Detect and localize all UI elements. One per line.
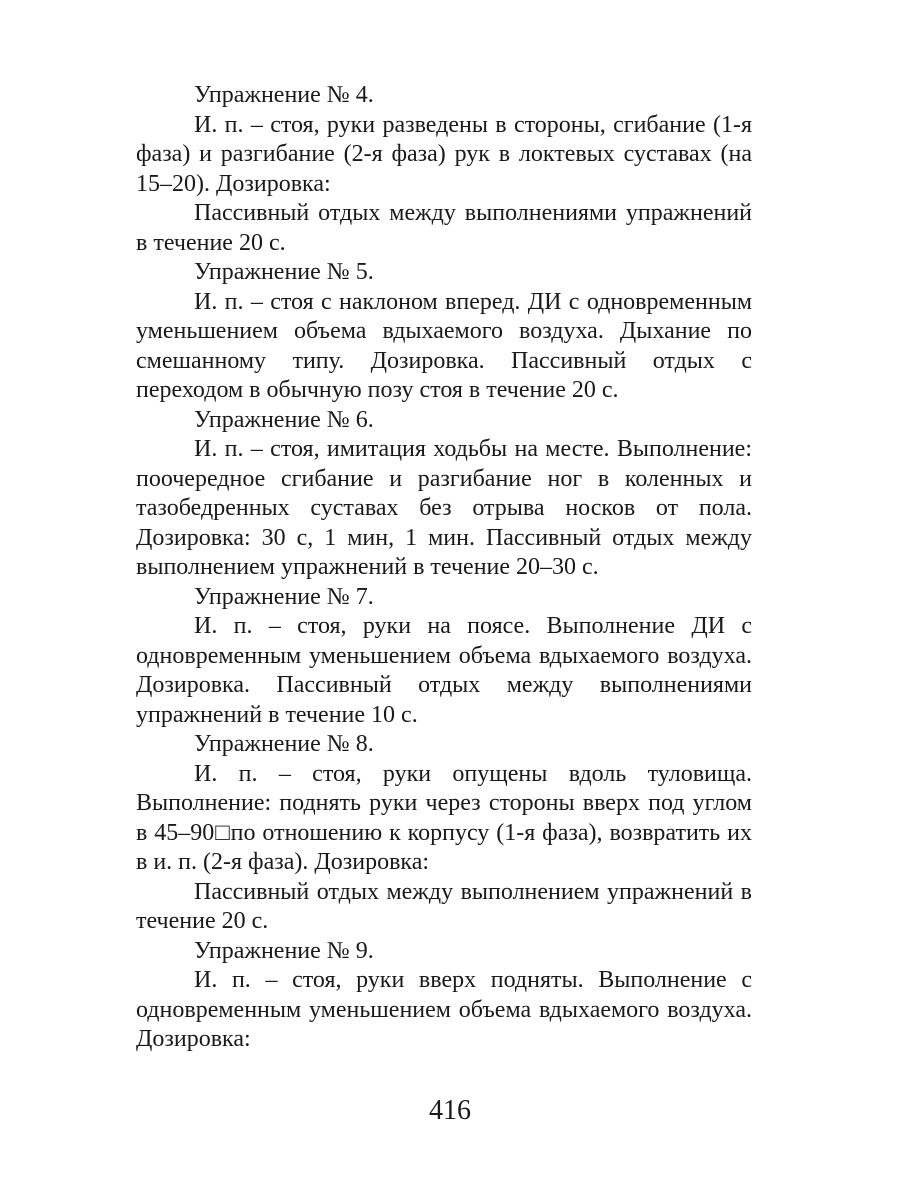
exercise-paragraph: И. п. – стоя с наклоном вперед. ДИ с одновременным уменьшением объема вдыхаемого воздуха. Дыхание по смешанному типу. Дозировка. Пассивный отдых с переходом в обычную позу стоя в течение 20 с. xyxy=(136,288,752,403)
exercise-paragraph: И. п. – стоя, руки разведены в стороны, сгибание (1-я фаза) и разгибание (2-я фаза) рук в локтевых суставах (на 15–20). Дозировка: xyxy=(136,111,752,197)
exercise-paragraph: Пассивный отдых между выполнением упражнений в течение 20 с. xyxy=(136,878,752,934)
exercise-heading: Упражнение № 9. xyxy=(194,937,374,964)
exercise-paragraph: И. п. – стоя, руки вверх подняты. Выполнение с одновременным уменьшением объема вдыхаемого воздуха. Дозировка: xyxy=(136,967,752,1052)
page-body xyxy=(136,81,752,1055)
exercise-paragraph: И. п. – стоя, имитация ходьбы на месте. Выполнение: поочередное сгибание и разгибание ног в коленных и тазобедренных суставах без отрыва носков от пола. Дозировка: 30 с, 1 мин, 1 мин. Пассивный отдых между выполнением упражнений в течение 20–30 с. xyxy=(136,436,752,580)
exercise-heading: Упражнение № 6. xyxy=(194,406,374,433)
exercise-paragraph: И. п. – стоя, руки на поясе. Выполнение ДИ с одновременным уменьшением объема вдыхаемого воздуха. Дозировка. Пассивный отдых между выполнениями упражнений в течение 10 с. xyxy=(136,613,752,728)
exercise-heading: Упражнение № 5. xyxy=(194,259,374,285)
exercise-paragraph: Пассивный отдых между выполнениями упражнений в течение 20 с. xyxy=(136,200,752,256)
exercise-paragraph: И. п. – стоя, руки опущены вдоль туловища. Выполнение: поднять руки через стороны вверх под углом в 45–90□по отношению к корпусу (1-я фаза), возвратить их в и. п. (2-я фаза). Дозировка: xyxy=(136,760,752,875)
exercise-heading: Упражнение № 8. xyxy=(194,731,374,757)
page-number: 416 xyxy=(429,1095,471,1126)
exercise-heading: Упражнение № 4. xyxy=(194,82,374,108)
exercise-heading: Упражнение № 7. xyxy=(194,583,374,610)
